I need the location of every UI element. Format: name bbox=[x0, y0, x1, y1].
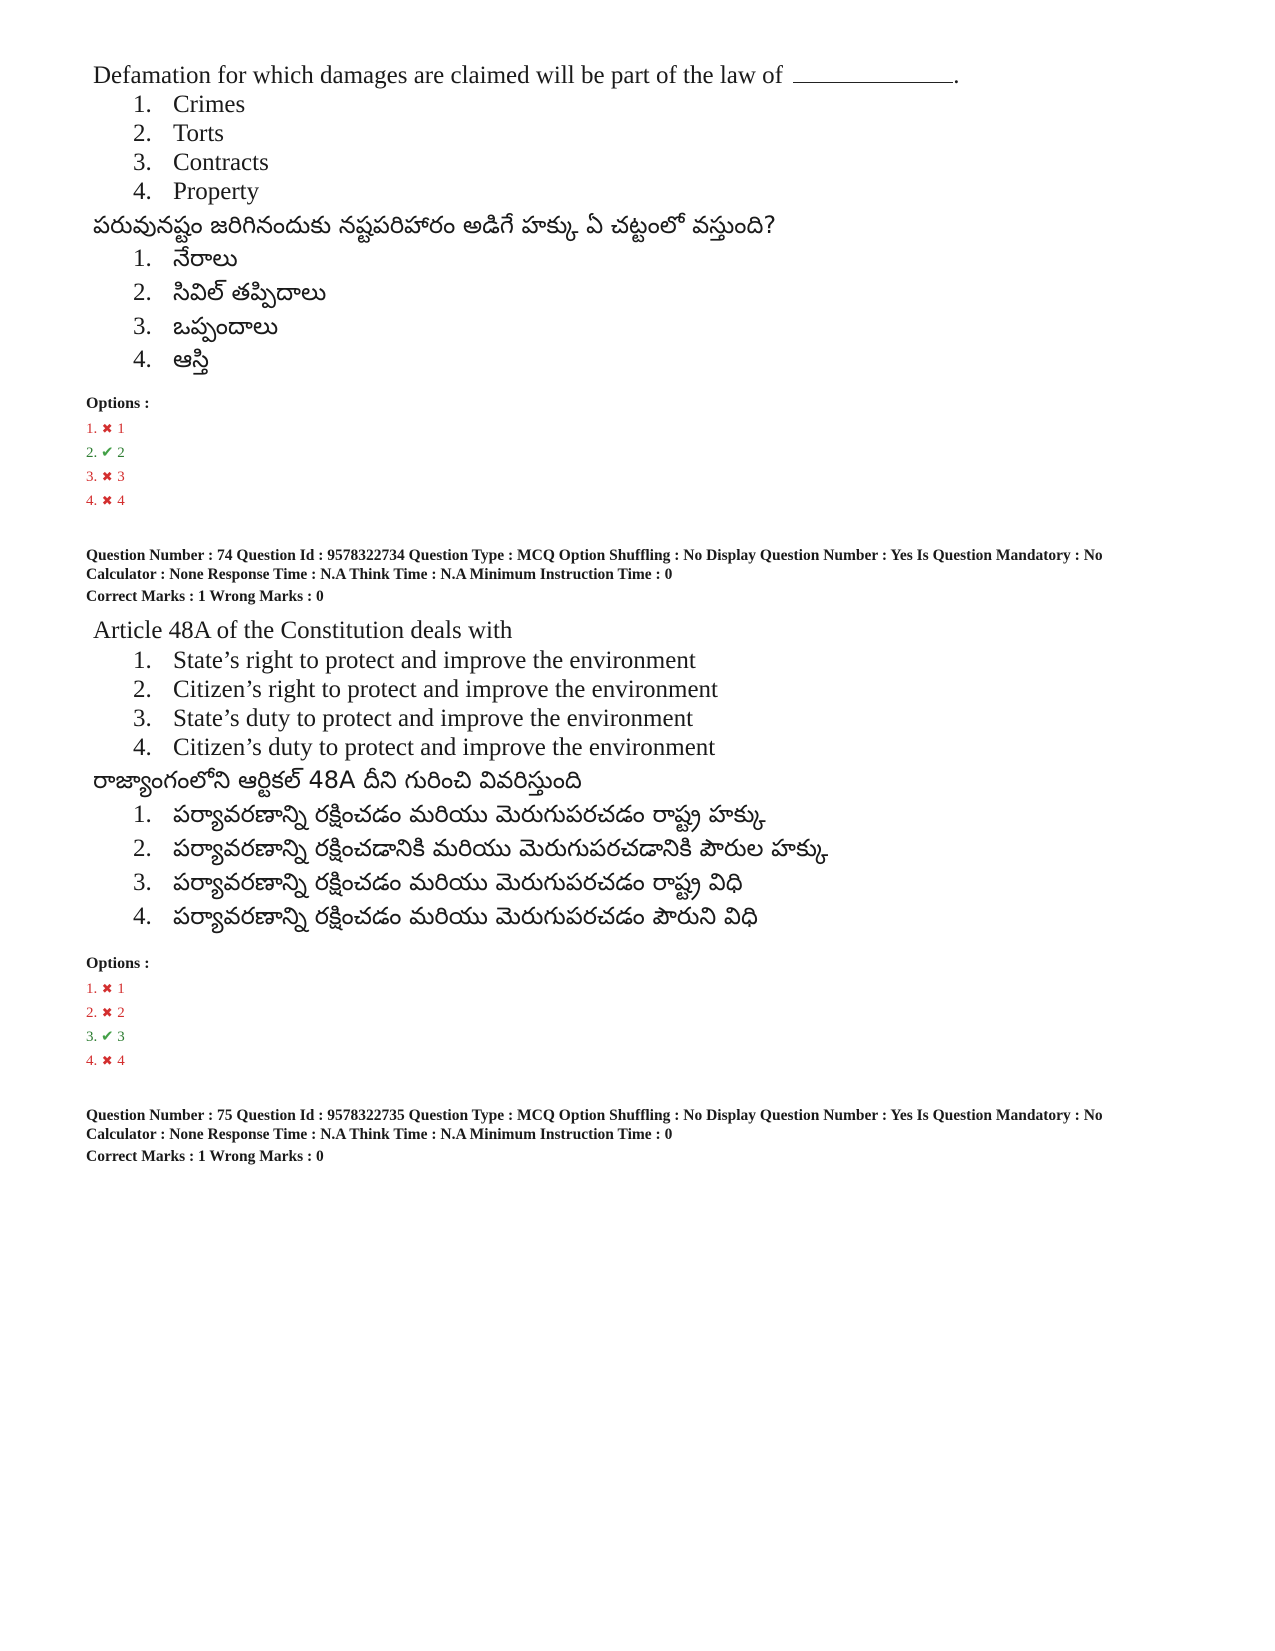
q74-answer-4 bbox=[86, 1052, 125, 1070]
option-text: పర్యావరణాన్ని రక్షించడం మరియు మెరుగుపరచడం రాష్ట్ర హక్కు bbox=[173, 800, 766, 828]
q73-option-te-1 bbox=[133, 243, 238, 274]
q73-answer-3 bbox=[86, 468, 125, 486]
cross-icon: ✖ bbox=[101, 1005, 113, 1020]
option-number: 1. bbox=[133, 647, 152, 674]
q74-option-en-2 bbox=[133, 675, 718, 705]
option-text: Contracts bbox=[173, 149, 269, 176]
q73-answer-2 bbox=[86, 444, 125, 462]
answer-value: 3 bbox=[117, 1029, 125, 1045]
q75-marks: Correct Marks : 1 Wrong Marks : 0 bbox=[86, 1148, 324, 1165]
answer-prefix: 2. bbox=[86, 445, 98, 461]
q74-meta-line-2: Calculator : None Response Time : N.A Think Time : N.A Minimum Instruction Time : 0 bbox=[86, 566, 673, 583]
q74-option-te-1 bbox=[133, 799, 766, 830]
option-text: పర్యావరణాన్ని రక్షించడం మరియు మెరుగుపరచడం పౌరుని విధి bbox=[173, 902, 758, 930]
q73-option-te-3 bbox=[133, 311, 278, 342]
answer-value: 4 bbox=[117, 1053, 125, 1069]
answer-prefix: 1. bbox=[86, 421, 98, 437]
check-icon: ✔ bbox=[100, 1029, 114, 1045]
q74-options-label: Options : bbox=[86, 955, 150, 972]
option-text: State’s right to protect and improve the environment bbox=[173, 647, 696, 674]
option-text: Citizen’s right to protect and improve the environment bbox=[173, 676, 719, 703]
check-icon: ✔ bbox=[100, 445, 114, 461]
q74-question-te: రాజ్యాంగంలోని ఆర్టికల్ 48A దీని గురించి వివరిస్తుంది bbox=[93, 766, 582, 794]
option-number: 1. bbox=[133, 801, 152, 828]
q74-option-te-2 bbox=[133, 833, 828, 864]
q73-option-te-4 bbox=[133, 344, 209, 375]
q73-question-en-text: Defamation for which damages are claimed will be part of the law of bbox=[93, 62, 784, 89]
q73-option-en-2 bbox=[133, 119, 224, 149]
option-number: 2. bbox=[133, 120, 152, 147]
option-number: 1. bbox=[133, 91, 152, 118]
q74-option-en-1 bbox=[133, 646, 696, 676]
option-text: Crimes bbox=[173, 91, 246, 118]
answer-value: 2 bbox=[117, 1005, 125, 1021]
cross-icon: ✖ bbox=[101, 981, 113, 996]
q74-option-te-3 bbox=[133, 867, 743, 898]
option-number: 2. bbox=[133, 279, 152, 306]
option-number: 3. bbox=[133, 869, 152, 896]
option-text: పర్యావరణాన్ని రక్షించడం మరియు మెరుగుపరచడం రాష్ట్ర విధి bbox=[173, 868, 743, 896]
option-number: 4. bbox=[133, 346, 152, 373]
q73-answer-4 bbox=[86, 492, 125, 510]
q74-marks: Correct Marks : 1 Wrong Marks : 0 bbox=[86, 588, 324, 605]
q74-option-te-4 bbox=[133, 901, 758, 932]
answer-value: 3 bbox=[117, 469, 125, 485]
option-text: Citizen’s duty to protect and improve the environment bbox=[173, 734, 716, 761]
answer-prefix: 3. bbox=[86, 1029, 98, 1045]
option-number: 4. bbox=[133, 734, 152, 761]
option-text: Torts bbox=[173, 120, 225, 147]
option-text: సివిల్ తప్పిదాలు bbox=[173, 278, 327, 306]
answer-prefix: 4. bbox=[86, 493, 98, 509]
answer-blank bbox=[793, 60, 953, 83]
q74-question-en: Article 48A of the Constitution deals with bbox=[93, 617, 513, 644]
answer-prefix: 2. bbox=[86, 1005, 98, 1021]
option-text: నేరాలు bbox=[173, 244, 238, 272]
q74-answer-2 bbox=[86, 1004, 125, 1022]
option-text: Property bbox=[173, 178, 260, 205]
option-number: 3. bbox=[133, 313, 152, 340]
q75-meta-line-2: Calculator : None Response Time : N.A Think Time : N.A Minimum Instruction Time : 0 bbox=[86, 1126, 673, 1143]
answer-prefix: 3. bbox=[86, 469, 98, 485]
q73-question-te: పరువునష్టం జరిగినందుకు నష్టపరిహారం అడిగే హక్కు ఏ చట్టంలో వస్తుంది? bbox=[93, 211, 777, 239]
q74-answer-1 bbox=[86, 980, 125, 998]
option-text: పర్యావరణాన్ని రక్షించడానికి మరియు మెరుగుపరచడానికి పౌరుల హక్కు bbox=[173, 834, 829, 862]
q74-option-en-4 bbox=[133, 733, 715, 763]
q73-option-en-1 bbox=[133, 90, 245, 120]
option-text: State’s duty to protect and improve the environment bbox=[173, 705, 694, 732]
q73-answer-1 bbox=[86, 420, 125, 438]
cross-icon: ✖ bbox=[101, 1053, 113, 1068]
q75-meta-line-1: Question Number : 75 Question Id : 9578322735 Question Type : MCQ Option Shuffling : No Display Question Number : Yes Is Question Mandatory : No bbox=[86, 1107, 1103, 1124]
option-number: 3. bbox=[133, 705, 152, 732]
option-number: 2. bbox=[133, 676, 152, 703]
q73-option-en-4 bbox=[133, 177, 259, 207]
option-number: 2. bbox=[133, 835, 152, 862]
option-number: 4. bbox=[133, 903, 152, 930]
answer-prefix: 1. bbox=[86, 981, 98, 997]
option-number: 4. bbox=[133, 178, 152, 205]
q74-answer-3 bbox=[86, 1028, 125, 1046]
q73-option-en-3 bbox=[133, 148, 269, 178]
cross-icon: ✖ bbox=[101, 421, 113, 436]
cross-icon: ✖ bbox=[101, 493, 113, 508]
q74-option-en-3 bbox=[133, 704, 693, 734]
q73-question-end: . bbox=[953, 62, 960, 89]
q73-options-label: Options : bbox=[86, 395, 150, 412]
answer-value: 4 bbox=[117, 493, 125, 509]
q73-option-te-2 bbox=[133, 277, 326, 308]
answer-prefix: 4. bbox=[86, 1053, 98, 1069]
answer-value: 1 bbox=[117, 421, 125, 437]
q73-question-en bbox=[93, 60, 960, 91]
option-text: ఆస్తి bbox=[173, 345, 209, 373]
answer-value: 1 bbox=[117, 981, 125, 997]
cross-icon: ✖ bbox=[101, 469, 113, 484]
answer-value: 2 bbox=[117, 445, 125, 461]
option-text: ఒప్పందాలు bbox=[173, 312, 279, 340]
option-number: 3. bbox=[133, 149, 152, 176]
option-number: 1. bbox=[133, 245, 152, 272]
q74-meta-line-1: Question Number : 74 Question Id : 9578322734 Question Type : MCQ Option Shuffling : No Display Question Number : Yes Is Question Mandatory : No bbox=[86, 547, 1103, 564]
